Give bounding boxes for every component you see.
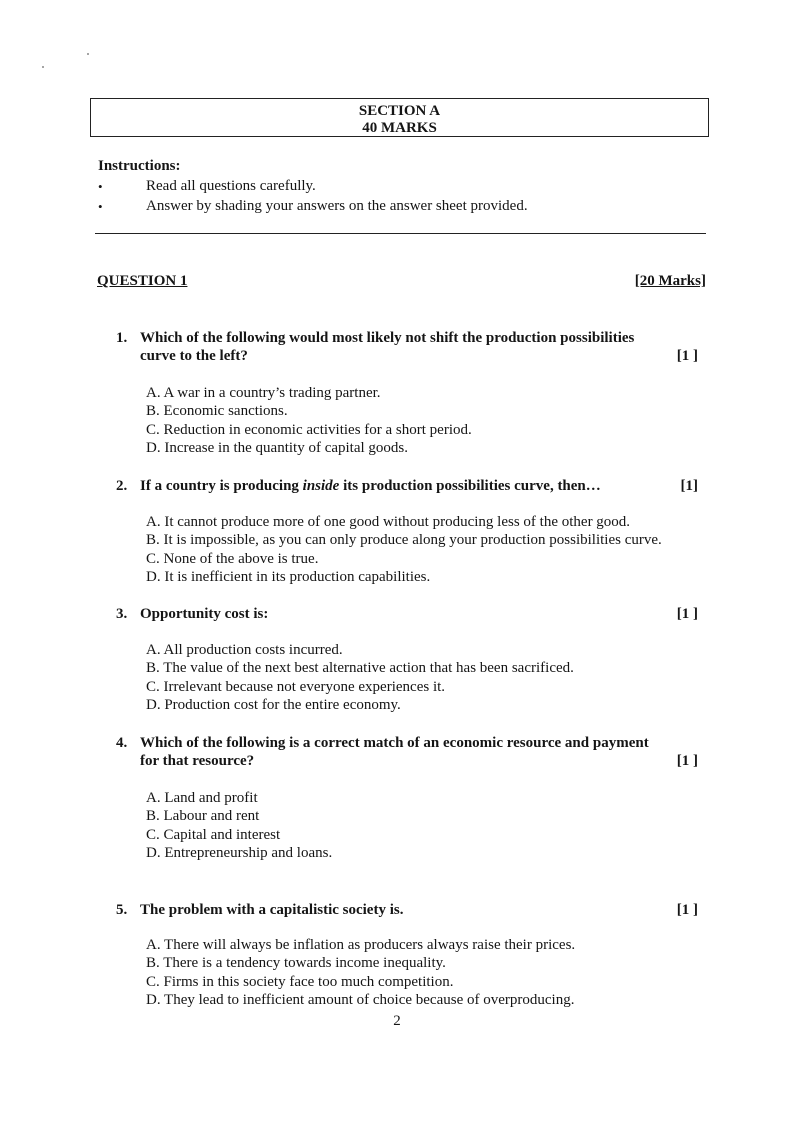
question-marks: [20 Marks]: [634, 273, 706, 289]
option: D. Production cost for the entire economy.: [146, 697, 401, 713]
option: C. Capital and interest: [146, 827, 281, 843]
question-mark: [1 ]: [676, 753, 698, 769]
page-number: 2: [393, 1013, 401, 1029]
question-mark: [1 ]: [676, 606, 698, 622]
section-header-box: [90, 98, 709, 137]
option: A. There will always be inflation as producers always raise their prices.: [146, 937, 576, 953]
option: C. Firms in this society face too much competition.: [146, 974, 454, 990]
instruction-item: Answer by shading your answers on the answer sheet provided.: [146, 198, 528, 214]
option: D. Increase in the quantity of capital goods.: [146, 440, 409, 456]
question-text: curve to the left?: [140, 348, 248, 364]
emphasis: inside: [302, 478, 340, 494]
option: B. It is impossible, as you can only produce along your production possibilities curve.: [146, 532, 662, 548]
option: D. They lead to inefficient amount of choice because of overproducing.: [146, 992, 575, 1008]
question-number: 1.: [116, 330, 128, 346]
instructions-title: Instructions:: [98, 158, 181, 174]
section-marks: 40 MARKS: [362, 120, 437, 136]
option: B. Economic sanctions.: [146, 403, 288, 419]
option: C. Irrelevant because not everyone experiences it.: [146, 679, 446, 695]
divider: [95, 233, 706, 234]
scan-speck: [42, 66, 44, 68]
question-text: for that resource?: [140, 753, 255, 769]
question-title: QUESTION 1: [97, 273, 188, 289]
option: D. It is inefficient in its production capabilities.: [146, 569, 431, 585]
question-mark: [1 ]: [676, 348, 698, 364]
bullet-icon: •: [98, 179, 103, 194]
option: A. All production costs incurred.: [146, 642, 343, 658]
option: C. Reduction in economic activities for a short period.: [146, 422, 472, 438]
option: B. There is a tendency towards income inequality.: [146, 955, 446, 971]
question-mark: [1 ]: [676, 902, 698, 918]
question-text: If a country is producing inside its production possibilities curve, then…: [140, 478, 601, 494]
option: A. Land and profit: [146, 790, 258, 806]
option: B. Labour and rent: [146, 808, 260, 824]
option: D. Entrepreneurship and loans.: [146, 845, 333, 861]
question-number: 4.: [116, 735, 128, 751]
option: C. None of the above is true.: [146, 551, 319, 567]
bullet-icon: •: [98, 199, 103, 214]
question-text: Which of the following is a correct match of an economic resource and payment: [140, 735, 649, 751]
scan-speck: [87, 53, 89, 55]
instruction-item: Read all questions carefully.: [146, 178, 316, 194]
question-text: The problem with a capitalistic society is.: [140, 902, 404, 918]
option: A. It cannot produce more of one good without producing less of the other good.: [146, 514, 631, 530]
option: A. A war in a country’s trading partner.: [146, 385, 381, 401]
question-number: 5.: [116, 902, 128, 918]
question-number: 2.: [116, 478, 128, 494]
question-text: Which of the following would most likely not shift the production possibilities: [140, 330, 635, 346]
question-number: 3.: [116, 606, 128, 622]
option: B. The value of the next best alternative action that has been sacrificed.: [146, 660, 574, 676]
section-title: SECTION A: [358, 103, 441, 119]
question-text: Opportunity cost is:: [140, 606, 269, 622]
question-mark: [1]: [680, 478, 698, 494]
